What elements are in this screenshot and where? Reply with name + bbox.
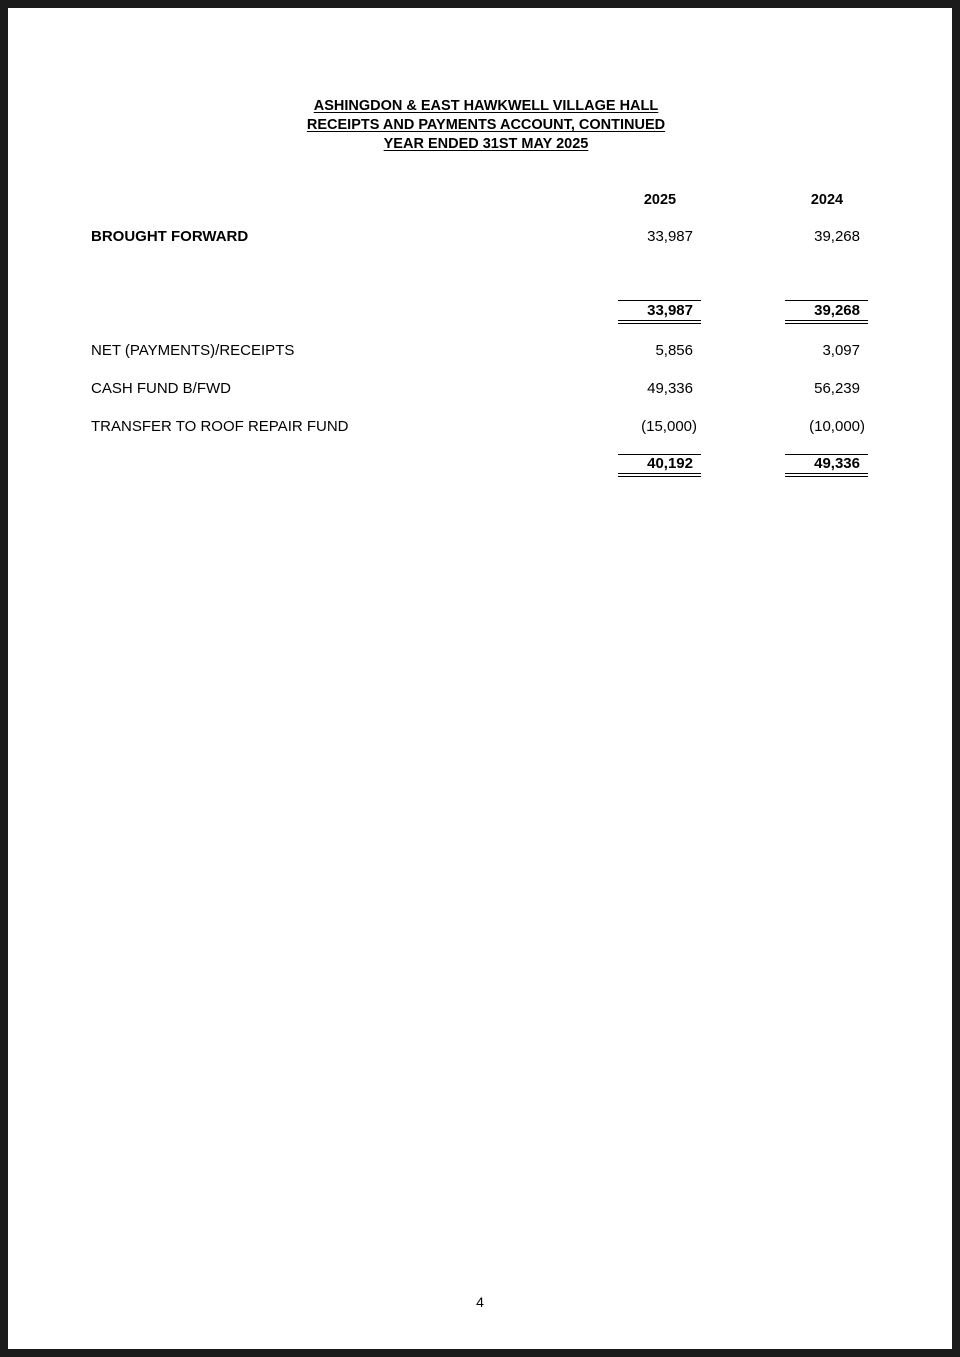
row-cash-fund-2024: 56,239 bbox=[814, 380, 860, 397]
subtotal-underline-2025-b bbox=[618, 323, 701, 324]
total-underline-2025-b bbox=[618, 476, 701, 477]
document-title bbox=[8, 97, 960, 154]
column-header-2024: 2024 bbox=[810, 192, 844, 208]
row-net-payments-2024: 3,097 bbox=[822, 342, 860, 359]
subtotal-2025: 33,987 bbox=[647, 302, 693, 319]
total-2024: 49,336 bbox=[814, 455, 860, 472]
row-roof-transfer-label: TRANSFER TO ROOF REPAIR FUND bbox=[91, 418, 349, 435]
row-roof-transfer-2024: (10,000) bbox=[809, 418, 865, 435]
row-net-payments-label: NET (PAYMENTS)/RECEIPTS bbox=[91, 342, 295, 359]
subtotal-underline-2025-a bbox=[618, 320, 701, 321]
subtotal-2024: 39,268 bbox=[814, 302, 860, 319]
row-net-payments-2025: 5,856 bbox=[655, 342, 693, 359]
subtotal-rule-2024 bbox=[785, 300, 868, 301]
total-underline-2025-a bbox=[618, 473, 701, 474]
row-cash-fund-2025: 49,336 bbox=[647, 380, 693, 397]
brought-forward-2024: 39,268 bbox=[814, 228, 860, 245]
total-underline-2024-a bbox=[785, 473, 868, 474]
title-line-statement: RECEIPTS AND PAYMENTS ACCOUNT, CONTINUED bbox=[306, 117, 666, 133]
brought-forward-label: BROUGHT FORWARD bbox=[91, 228, 249, 245]
title-line-period: YEAR ENDED 31ST MAY 2025 bbox=[383, 136, 589, 152]
total-underline-2024-b bbox=[785, 476, 868, 477]
subtotal-rule-2025 bbox=[618, 300, 701, 301]
subtotal-underline-2024-a bbox=[785, 320, 868, 321]
total-2025: 40,192 bbox=[647, 455, 693, 472]
subtotal-underline-2024-b bbox=[785, 323, 868, 324]
column-header-2025: 2025 bbox=[643, 192, 677, 208]
page-number: 4 bbox=[476, 1294, 484, 1310]
title-line-organisation: ASHINGDON & EAST HAWKWELL VILLAGE HALL bbox=[313, 98, 659, 114]
brought-forward-2025: 33,987 bbox=[647, 228, 693, 245]
row-roof-transfer-2025: (15,000) bbox=[641, 418, 697, 435]
row-cash-fund-label: CASH FUND B/FWD bbox=[91, 380, 231, 397]
document-page bbox=[8, 8, 952, 1349]
